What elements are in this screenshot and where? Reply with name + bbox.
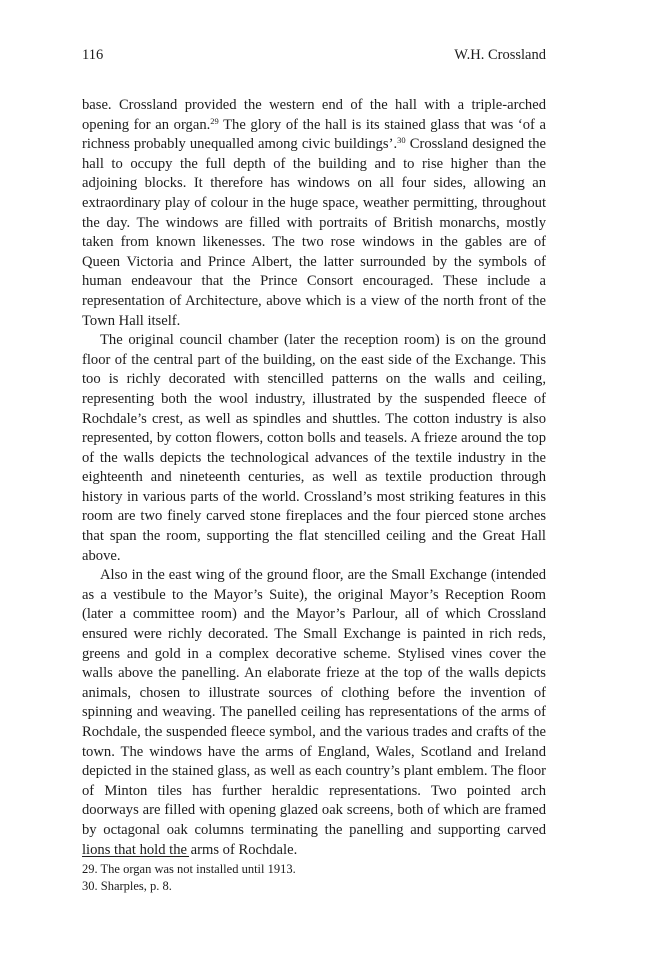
page-number: 116: [82, 47, 104, 63]
paragraph-1: [82, 96, 546, 331]
book-page: [82, 0, 546, 975]
paragraph-2: The original council chamber (later the reception room) is on the ground floor of the central part of the building, on the east side of the Exchange. This too is richly decorated with stencilled patterns on the walls and ceiling, representing both the wool industry, illustrated by the suspended fleece of Rochdale’s crest, as well as spindles and shuttles. The cotton industry is also represented, by cotton flowers, cotton bolls and teasels. A frieze around the top of the walls depicts the technological advances of the textile industry in the eighteenth and nineteenth centuries, as well as textile production through history in various parts of the world. Crossland’s most striking features in this room are two finely carved stone fireplaces and the four pierced stone arches that span the room, supporting the flat stencilled ceiling and the Great Hall above.: [82, 332, 546, 564]
footnote-29: 29. The organ was not installed until 1913.: [82, 862, 296, 876]
footnote-divider: [82, 856, 189, 857]
paragraph-1-part-b: The glory of the hall is its stained glass that was ‘of a richness probably unequalled among civic buildings’.: [82, 116, 546, 153]
footnote-30: 30. Sharples, p. 8.: [82, 879, 172, 893]
paragraph-3: Also in the east wing of the ground floor, are the Small Exchange (intended as a vestibule to the Mayor’s Suite), the original Mayor’s Reception Room (later a committee room) and the Mayor’s Parlour, all of which Crossland ensured were richly decorated. The Small Exchange is painted in rich reds, greens and gold in a complex decorative scheme. Stylised vines cover the walls above the panelling. An elaborate frieze at the top of the walls depicts animals, chosen to illustrate sources of clothing before the invention of spinning and weaving. The panelled ceiling has representations of the arms of Rochdale, the suspended fleece symbol, and the various trades and crafts of the town. The windows have the arms of England, Wales, Scotland and Ireland depicted in the stained glass, as well as each country’s plant emblem. The floor of Minton tiles has further heraldic representations. Two pointed arch doorways are filled with opening glazed oak screens, both of which are framed by octagonal oak columns terminating the panelling and supporting carved lions that hold the arms of Rochdale.: [82, 567, 546, 858]
paragraph-1-part-c: Crossland designed the hall to occupy the full depth of the building and to rise higher than the adjoining blocks. It therefore has windows on all four sides, allowing an extraordinary play of colour in the huge space, weather permitting, throughout the day. The windows are filled with portraits of British monarchs, mostly taken from known likenesses. The two rose windows in the gables are of Queen Victoria and Prince Albert, the latter surrounded by the symbols of human endeavour that the Prince Consort encouraged. These include a representation of Architecture, above which is a view of the north front of the Town Hall itself.: [82, 136, 546, 329]
footnotes: [82, 861, 546, 895]
running-title: W.H. Crossland: [454, 47, 546, 63]
body-text: [82, 96, 546, 860]
paragraph-1-part-a: base. Crossland provided the western end of the hall with a triple-arched opening for an organ.: [82, 97, 546, 133]
footnote-ref-30[interactable]: 30: [397, 135, 406, 146]
running-head: [82, 46, 546, 64]
footnote-ref-29[interactable]: 29: [210, 115, 219, 126]
